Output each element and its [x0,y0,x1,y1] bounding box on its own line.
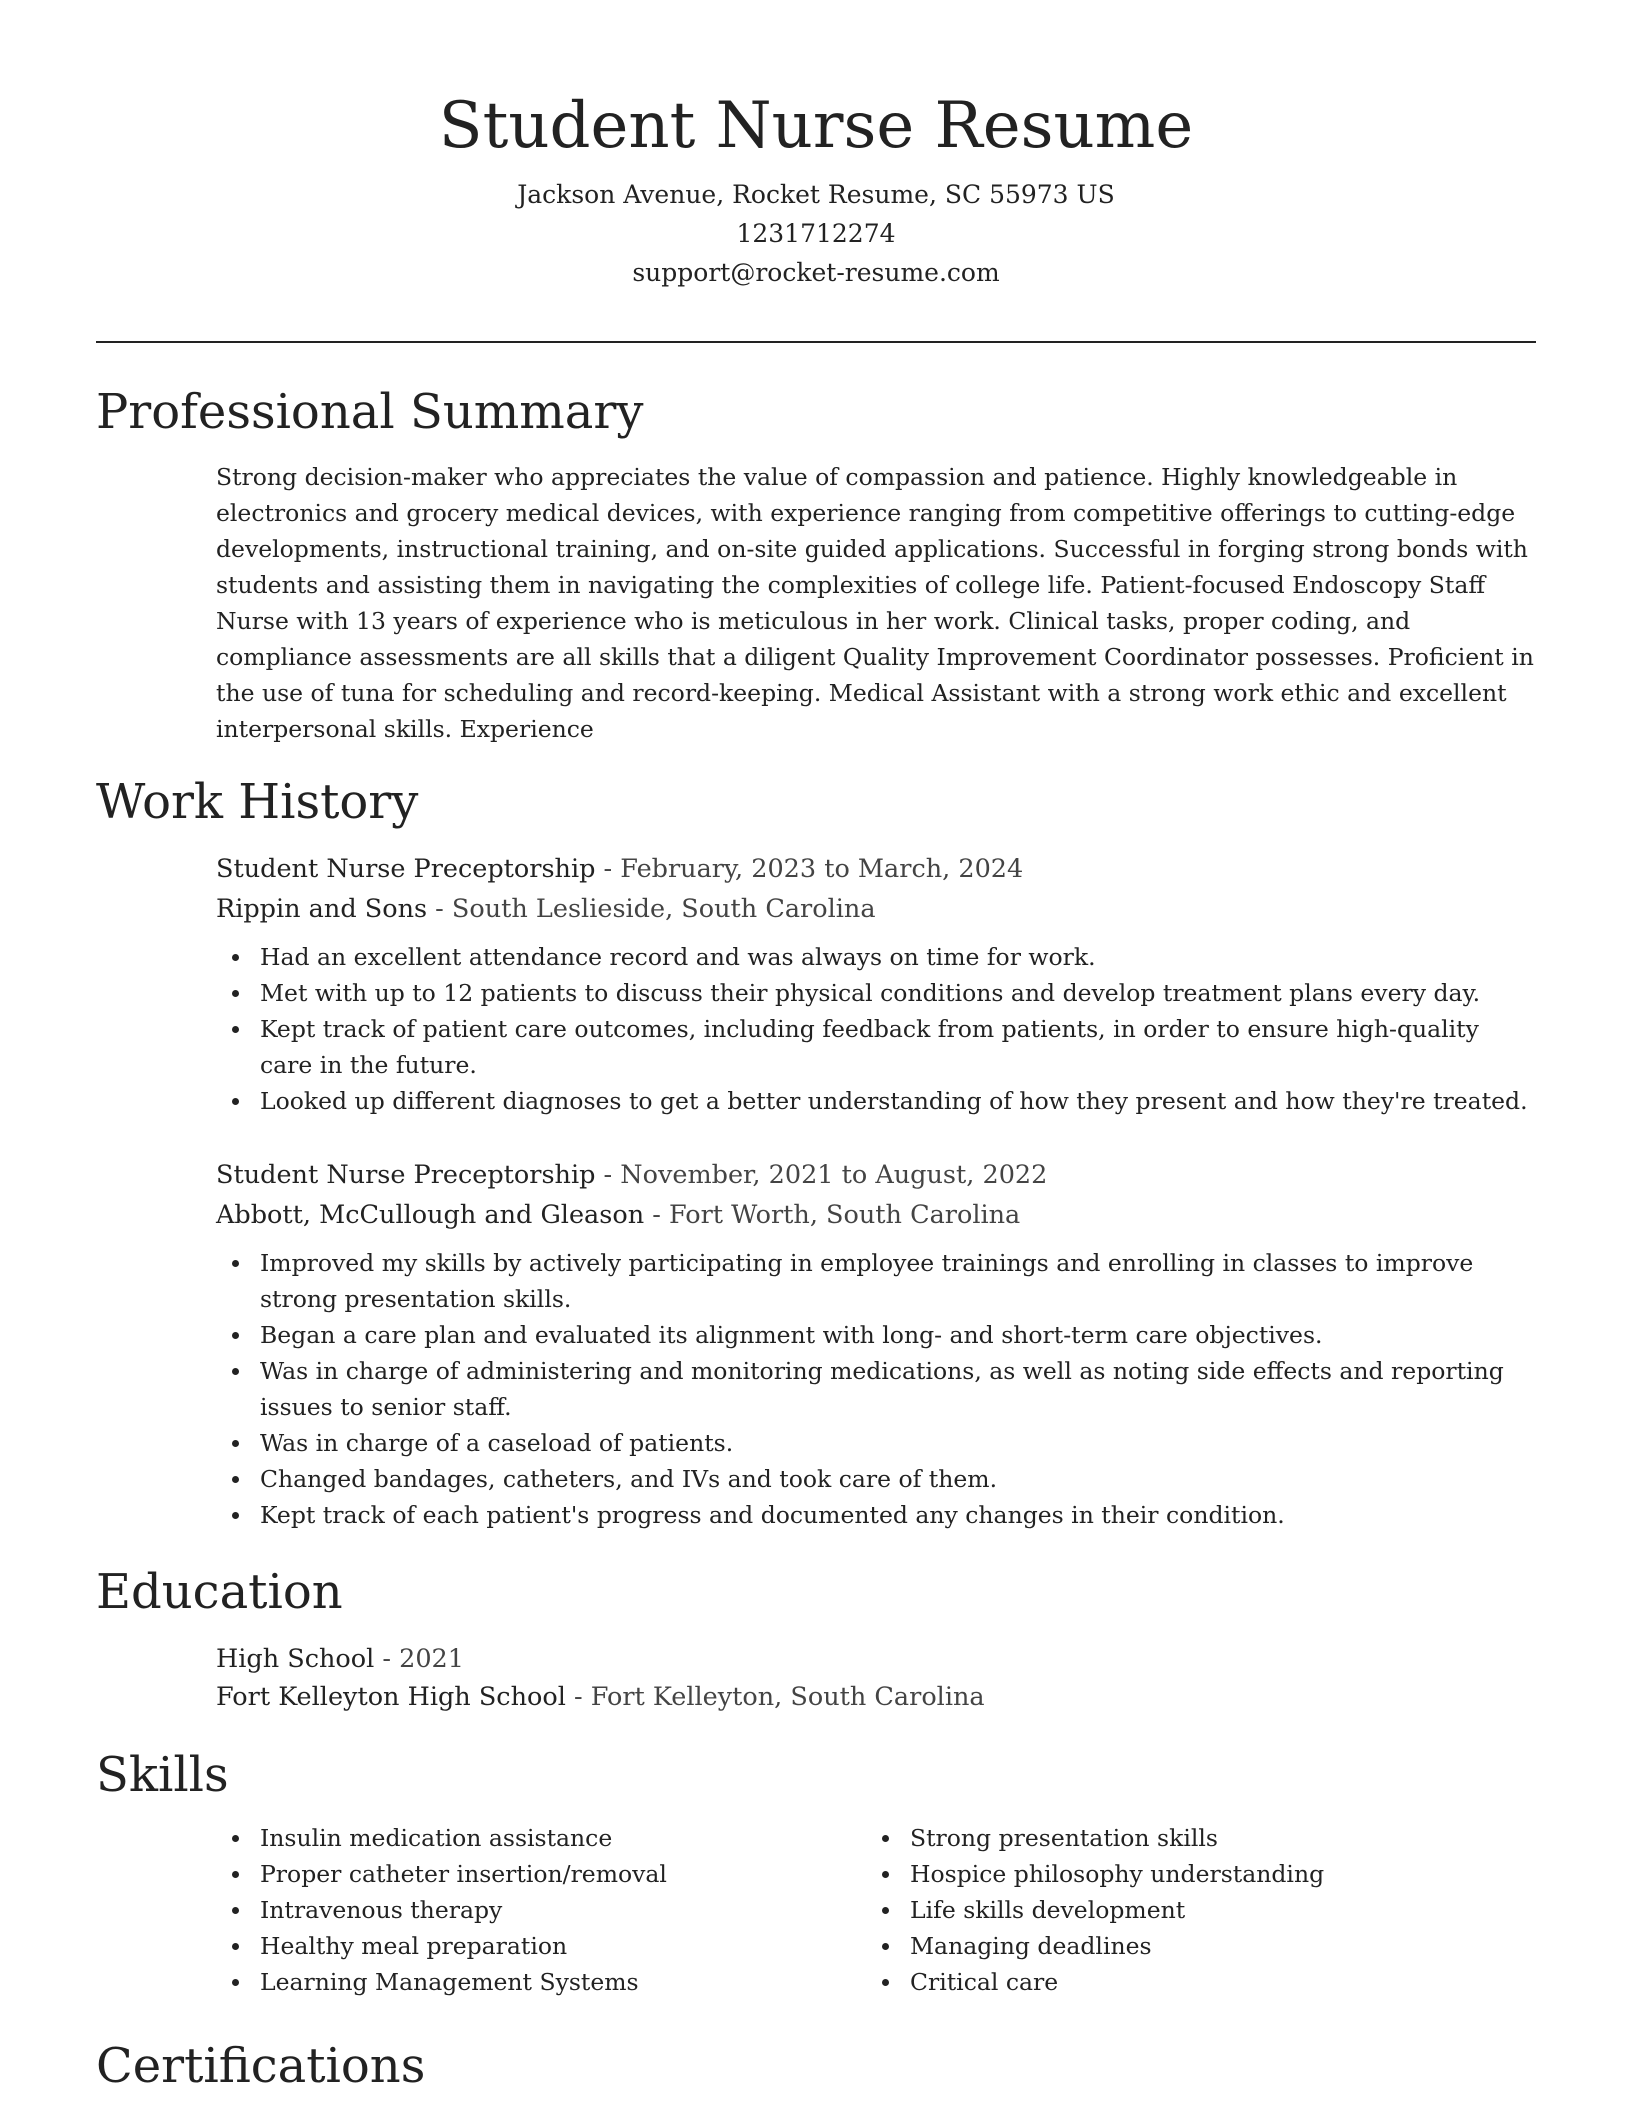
skills-column-left [216,1820,866,2000]
contact-address: Jackson Avenue, Rocket Resume, SC 55973 US [517,180,1115,209]
job-entry [216,1155,1536,1533]
list-item: Was in charge of a caseload of patients. [216,1425,1536,1461]
skills-section [216,1820,1536,2000]
work-history-heading: Work History [96,774,419,830]
education-location: Fort Kelleyton, South Carolina [590,1682,985,1712]
list-item: Kept track of patient care outcomes, including feedback from patients, in order to ensure high-quality care in the future. [216,1011,1536,1083]
job-company-line [216,889,1536,929]
certifications-heading: Certifications [96,2038,426,2094]
job-duties-list [216,1245,1536,1533]
list-item: Learning Management Systems [216,1964,866,2000]
education-entry [216,1640,1536,1716]
list-item: Improved my skills by actively participating in employee trainings and enrolling in classes to improve strong presentation skills. [216,1245,1536,1317]
job-title: Student Nurse Preceptorship [216,854,596,884]
list-item: Intravenous therapy [216,1892,866,1928]
list-item: Met with up to 12 patients to discuss their physical conditions and develop treatment plans every day. [216,975,1536,1011]
list-item: Looked up different diagnoses to get a better understanding of how they present and how they're treated. [216,1083,1536,1119]
list-item: Managing deadlines [866,1928,1516,1964]
skills-heading: Skills [96,1747,229,1803]
job-company: Abbott, McCullough and Gleason [216,1200,645,1230]
job-title-line [216,849,1536,889]
separator: - [427,894,452,924]
job-company-line [216,1195,1536,1235]
education-school: Fort Kelleyton High School [216,1682,566,1712]
list-item: Was in charge of administering and monitoring medications, as well as noting side effects and reporting issues to senior staff. [216,1353,1536,1425]
skills-column-right [866,1820,1516,2000]
job-dates: February, 2023 to March, 2024 [620,854,1024,884]
job-company: Rippin and Sons [216,894,428,924]
job-entry [216,849,1536,1119]
list-item: Critical care [866,1964,1516,2000]
job-location: South Leslieside, South Carolina [451,894,876,924]
contact-phone: 1231712274 [736,219,896,248]
resume-header [96,86,1536,292]
job-location: Fort Worth, South Carolina [668,1200,1021,1230]
list-item: Changed bandages, catheters, and IVs and took care of them. [216,1461,1536,1497]
job-title-line [216,1155,1536,1195]
header-divider [96,341,1536,343]
separator: - [595,854,621,884]
list-item: Strong presentation skills [866,1820,1516,1856]
summary-section [216,459,1536,747]
separator: - [595,1160,621,1190]
separator: - [644,1200,669,1230]
list-item: Life skills development [866,1892,1516,1928]
job-title: Student Nurse Preceptorship [216,1160,596,1190]
job-dates: November, 2021 to August, 2022 [620,1160,1048,1190]
list-item: Kept track of each patient's progress and documented any changes in their condition. [216,1497,1536,1533]
list-item: Healthy meal preparation [216,1928,866,1964]
summary-heading: Professional Summary [96,384,644,440]
resume-title: Student Nurse Resume [438,89,1194,163]
job-duties-list [216,939,1536,1119]
skills-list [866,1820,1516,2000]
list-item: Proper catheter insertion/removal [216,1856,866,1892]
separator: - [565,1682,591,1712]
education-degree-line [216,1640,1536,1678]
education-degree: High School [216,1644,375,1674]
list-item: Had an excellent attendance record and was always on time for work. [216,939,1536,975]
education-school-line [216,1678,1536,1716]
contact-email: support@rocket-resume.com [632,258,1000,287]
list-item: Hospice philosophy understanding [866,1856,1516,1892]
summary-text: Strong decision-maker who appreciates the value of compassion and patience. Highly knowledgeable in electronics and grocery medical devices, with experience ranging from competitive offerings to cutting-edge developments, instructional training, and on-site guided applications. Successful in forging strong bonds with students and assisting them in navigating the complexities of college life. Patient-focused Endoscopy Staff Nurse with 13 years of experience who is meticulous in her work. Clinical tasks, proper coding, and compliance assessments are all skills that a diligent Quality Improvement Coordinator possesses. Proficient in the use of tuna for scheduling and record-keeping. Medical Assistant with a strong work ethic and excellent interpersonal skills. Experience [216,463,1534,743]
skills-list [216,1820,866,2000]
separator: - [374,1644,400,1674]
education-heading: Education [96,1564,343,1620]
list-item: Insulin medication assistance [216,1820,866,1856]
list-item: Began a care plan and evaluated its alignment with long- and short-term care objectives. [216,1317,1536,1353]
education-year: 2021 [399,1644,465,1674]
